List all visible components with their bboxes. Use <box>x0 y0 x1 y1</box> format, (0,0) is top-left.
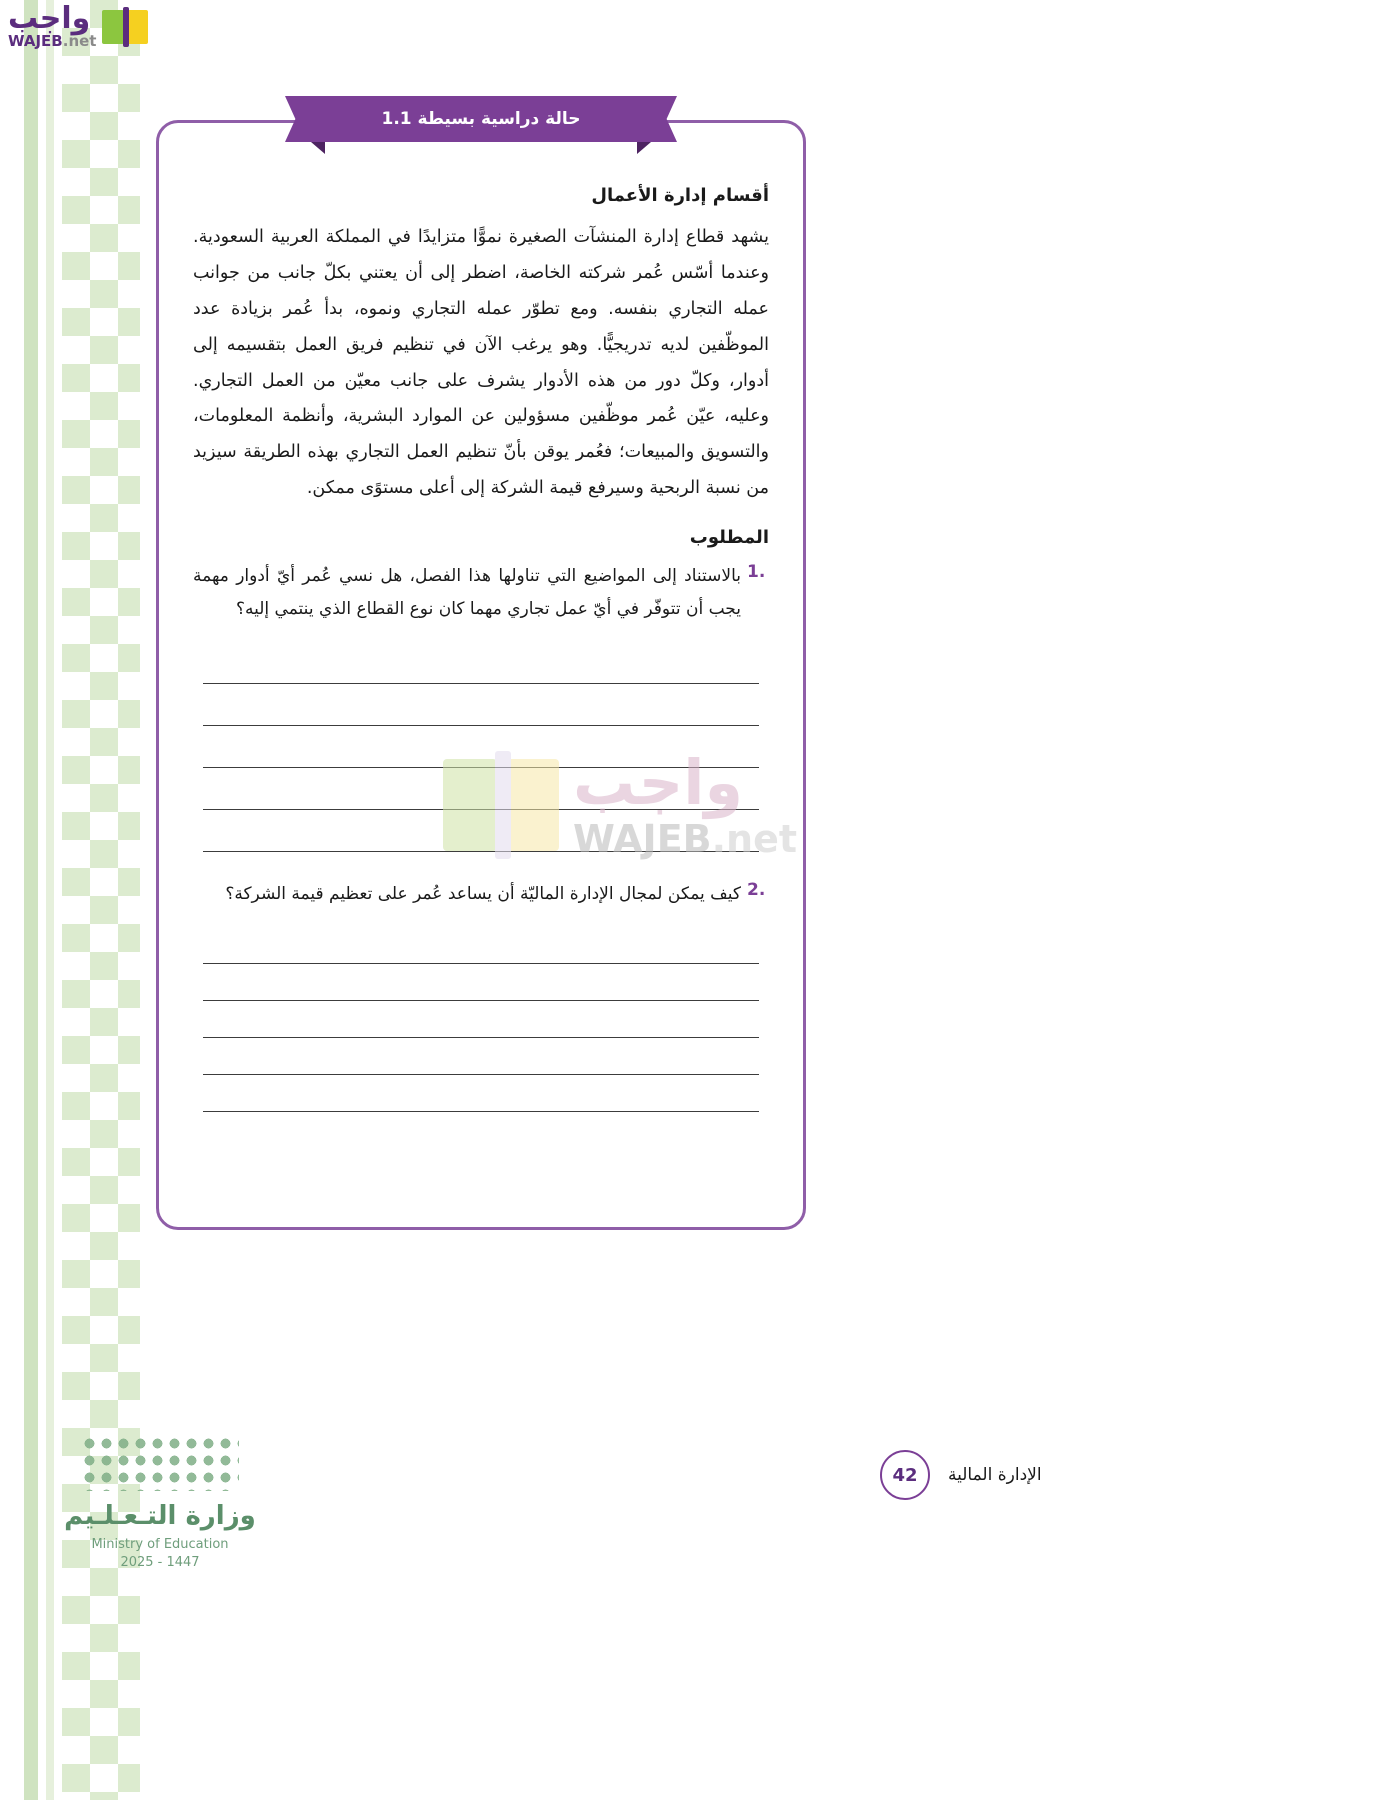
band-edge <box>0 0 24 1800</box>
ministry-name-arabic: وزارة التـعـلـيم <box>64 1501 256 1531</box>
ministry-year: 2025 - 1447 <box>120 1555 200 1570</box>
wajeb-logo-text <box>8 1 97 50</box>
ministry-dots-mark <box>81 1435 239 1491</box>
question-number: 1. <box>747 562 766 582</box>
wajeb-logo-latin: WAJEB.net <box>8 32 97 50</box>
question-text: كيف يمكن لمجال الإدارة الماليّة أن يساعد عُمر على تعظيم قيمة الشركة؟ <box>225 884 741 905</box>
answer-line[interactable] <box>203 810 759 852</box>
answer-lines-q2[interactable] <box>203 927 759 1112</box>
question-item <box>193 560 769 626</box>
answer-line[interactable] <box>203 642 759 684</box>
wajeb-logo-arabic: واجب <box>8 1 91 36</box>
required-heading: المطلوب <box>689 527 769 548</box>
ministry-name-english: Ministry of Education <box>91 1537 229 1552</box>
answer-line[interactable] <box>203 927 759 964</box>
ministry-of-education-logo <box>60 1435 260 1570</box>
question-number: 2. <box>747 880 766 901</box>
wajeb-watermark-logo <box>8 1 150 50</box>
answer-line[interactable] <box>203 1038 759 1075</box>
center-watermark-latin: WAJEB.net <box>572 817 798 861</box>
answer-line[interactable] <box>203 768 759 810</box>
answer-line[interactable] <box>203 1001 759 1038</box>
section-heading: أقسام إدارة الأعمال <box>591 185 769 206</box>
case-paragraph: يشهد قطاع إدارة المنشآت الصغيرة نموًّا متزايدًا في المملكة العربية السعودية. وعندما أسّس عُمر شركته الخاصة، اضطر إلى أن يعتني بكلّ جانب من جوانب عمله التجاري بنفسه. ومع تطوّر عمله التجاري ونموه، بدأ عُمر بزيادة عدد الموظّفين لديه تدريجيًّا. وهو يرغب الآن في تنظيم فريق العمل بتقسيمه إلى أدوار، وكلّ دور من هذه الأدوار يشرف على جانب معيّن من العمل التجاري. وعليه، عيّن عُمر موظّفين مسؤولين عن الموارد البشرية، وأنظمة المعلومات، والتسويق والمبيعات؛ فعُمر يوقن بأنّ تنظيم العمل التجاري بهذه الطريقة سيزيد من نسبة الربحية وسيرفع قيمة الشركة إلى أعلى مستوًى ممكن. <box>193 227 769 499</box>
answer-line[interactable] <box>203 1075 759 1112</box>
answer-line[interactable] <box>203 964 759 1001</box>
band-stripe-green <box>24 0 38 1800</box>
page-footer <box>880 1450 1042 1500</box>
answer-line[interactable] <box>203 684 759 726</box>
case-study-ribbon <box>311 96 651 142</box>
question-text: بالاستناد إلى المواضيع التي تناولها هذا الفصل، هل نسي عُمر أيّ أدوار مهمة يجب أن تتوفّر في أيّ عمل تجاري مهما كان نوع القطاع الذي ينتمي إليه؟ <box>193 566 741 620</box>
answer-line[interactable] <box>203 726 759 768</box>
band-stripe-light <box>46 0 54 1800</box>
answer-lines-q1[interactable] <box>203 642 759 852</box>
question-item <box>193 878 769 911</box>
page-number-badge: 42 <box>880 1450 930 1500</box>
case-study-body <box>159 123 803 1168</box>
chapter-label: الإدارة المالية <box>948 1465 1042 1485</box>
case-study-ribbon-title: حالة دراسية بسيطة 1.1 <box>311 96 651 142</box>
center-watermark-arabic: واجب <box>572 746 744 819</box>
case-study-card <box>156 109 806 1230</box>
book-icon <box>102 7 150 47</box>
